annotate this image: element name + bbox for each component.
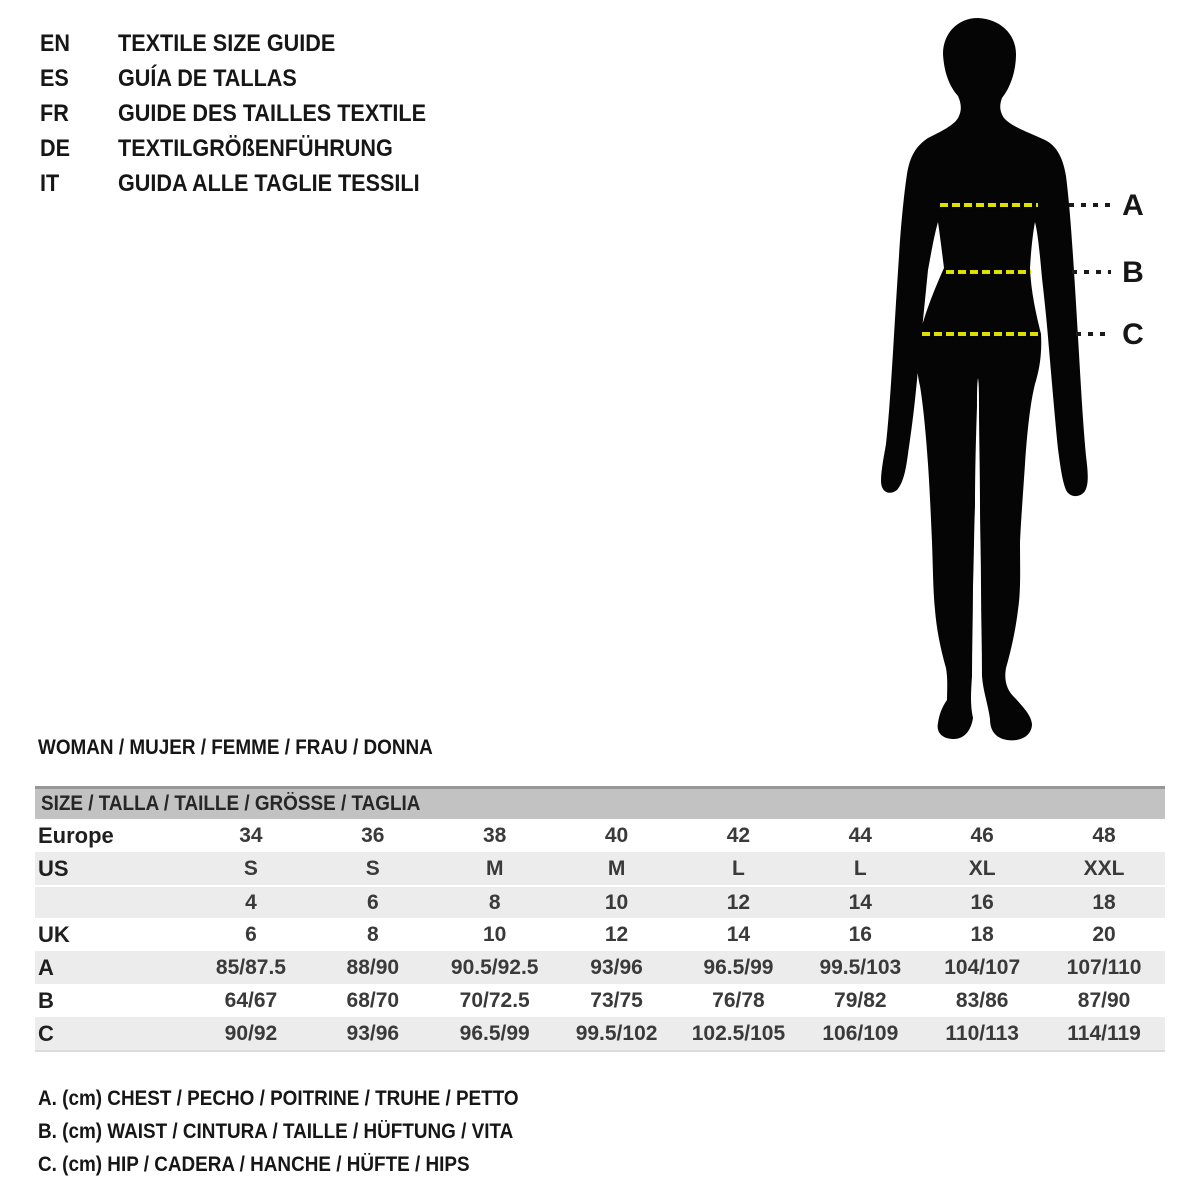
table-row-hip-c (35, 1017, 1165, 1050)
legend-text: B. (cm) WAIST / CINTURA / TAILLE / HÜFTUNG / VITA (38, 1119, 514, 1143)
row-label: B (38, 987, 54, 1013)
size-cell: 110/113 (945, 1021, 1019, 1045)
size-cell: 16 (970, 890, 994, 914)
size-cell: M (607, 856, 626, 880)
size-cell: S (243, 856, 258, 880)
woman-silhouette (881, 18, 1088, 740)
language-row-de (40, 131, 460, 166)
table-row-waist-b (35, 984, 1165, 1017)
measurement-figure (878, 8, 1198, 748)
table-row-us-numbers (35, 885, 1165, 918)
size-cell: 83/86 (955, 988, 1009, 1012)
waist-marker-label: B (1122, 256, 1144, 289)
size-cell: 36 (361, 823, 385, 847)
size-cell: L (853, 856, 867, 880)
size-cell: 20 (1092, 922, 1116, 946)
size-cell: M (485, 856, 504, 880)
language-row-en (40, 26, 460, 61)
language-code (40, 65, 118, 93)
size-cell: 4 (245, 890, 257, 914)
size-cell: XXL (1083, 856, 1125, 880)
size-cell: 99.5/102 (575, 1021, 658, 1045)
size-cell: 70/72.5 (459, 988, 530, 1012)
row-label: Europe (38, 822, 114, 848)
language-code-text: ES (40, 64, 69, 92)
chest-marker-label: A (1122, 189, 1144, 222)
size-cell: L (732, 856, 745, 880)
row-label: A (38, 954, 54, 980)
legend-line-chest (38, 1082, 572, 1115)
size-cell: 38 (483, 823, 507, 847)
row-label: C (38, 1020, 54, 1046)
size-cell: 16 (848, 922, 872, 946)
size-cell: 68/70 (346, 988, 400, 1012)
row-label: US (38, 855, 69, 881)
section-title (38, 736, 477, 760)
legend-line-hip (38, 1148, 572, 1181)
size-cell: 88/90 (346, 955, 400, 979)
size-cell: 8 (366, 922, 379, 946)
language-title: TEXTILE SIZE GUIDE (118, 29, 336, 57)
table-row-chest-a (35, 951, 1165, 984)
size-cell: 99.5/103 (819, 955, 902, 979)
size-cell: 12 (604, 922, 629, 946)
section-title-text: WOMAN / MUJER / FEMME / FRAU / DONNA (38, 736, 433, 759)
size-cell: 14 (726, 922, 751, 946)
language-code-text: DE (40, 134, 71, 162)
size-cell: 42 (726, 823, 751, 847)
size-cell: 79/82 (834, 988, 887, 1012)
size-cell: 107/110 (1066, 955, 1142, 979)
legend-text: A. (cm) CHEST / PECHO / POITRINE / TRUHE / PETTO (38, 1086, 519, 1110)
size-cell: 87/90 (1077, 988, 1131, 1012)
size-cell: 93/96 (590, 955, 643, 979)
size-cell: 18 (970, 922, 994, 946)
language-code-text: FR (40, 99, 69, 127)
size-cell: 6 (366, 890, 379, 914)
size-cell: 93/96 (346, 1021, 400, 1045)
size-cell: 64/67 (224, 988, 278, 1012)
size-cell: 85/87.5 (215, 955, 286, 979)
size-cell: 6 (245, 922, 257, 946)
size-cell: 10 (483, 922, 507, 946)
legend-line-waist (38, 1115, 572, 1148)
language-row-es (40, 61, 460, 96)
size-cell: 48 (1092, 823, 1116, 847)
language-code (40, 170, 118, 198)
size-cell: 12 (726, 890, 751, 914)
table-row-europe (35, 819, 1165, 852)
size-cell: 46 (970, 823, 994, 847)
language-row-it (40, 166, 460, 201)
language-title: GUÍA DE TALLAS (118, 64, 297, 92)
size-table-header (35, 786, 1165, 819)
size-table-header-text: SIZE / TALLA / TAILLE / GRÖSSE / TAGLIA (41, 792, 421, 815)
size-cell: 90.5/92.5 (450, 955, 539, 979)
size-cell: 40 (604, 823, 629, 847)
size-cell: 8 (488, 890, 501, 914)
size-cell: 44 (848, 823, 872, 847)
table-row-uk (35, 918, 1165, 951)
language-code (40, 135, 118, 163)
size-cell: 104/107 (944, 955, 1021, 979)
size-cell: 18 (1092, 890, 1116, 914)
language-code (40, 30, 118, 58)
size-table (35, 786, 1165, 1052)
size-cell: XL (968, 856, 996, 880)
language-title: TEXTILGRÖßENFÜHRUNG (118, 134, 393, 162)
row-label: UK (38, 921, 70, 947)
size-cell: 90/92 (224, 1021, 278, 1045)
size-cell: 102.5/105 (691, 1021, 786, 1045)
language-code-text: EN (40, 29, 71, 57)
language-title: GUIDA ALLE TAGLIE TESSILI (118, 169, 420, 197)
size-cell: 14 (848, 890, 872, 914)
language-code-text: IT (40, 169, 60, 197)
woman-silhouette-svg (878, 8, 1198, 748)
hip-marker-label: C (1122, 318, 1144, 351)
size-cell: 96.5/99 (703, 955, 774, 979)
language-title: GUIDE DES TAILLES TEXTILE (118, 99, 427, 127)
size-cell: S (365, 856, 380, 880)
measurement-legend (38, 1082, 572, 1181)
size-cell: 96.5/99 (459, 1021, 530, 1045)
language-row-fr (40, 96, 460, 131)
legend-text: C. (cm) HIP / CADERA / HANCHE / HÜFTE / HIPS (38, 1152, 470, 1176)
size-cell: 114/119 (1067, 1021, 1141, 1045)
size-cell: 73/75 (590, 988, 643, 1012)
language-title-list (40, 26, 460, 201)
language-code (40, 100, 118, 128)
size-cell: 10 (604, 890, 629, 914)
size-cell: 106/109 (822, 1021, 899, 1045)
size-cell: 34 (239, 823, 263, 847)
table-row-us-letters (35, 852, 1165, 885)
size-cell: 76/78 (712, 988, 765, 1012)
